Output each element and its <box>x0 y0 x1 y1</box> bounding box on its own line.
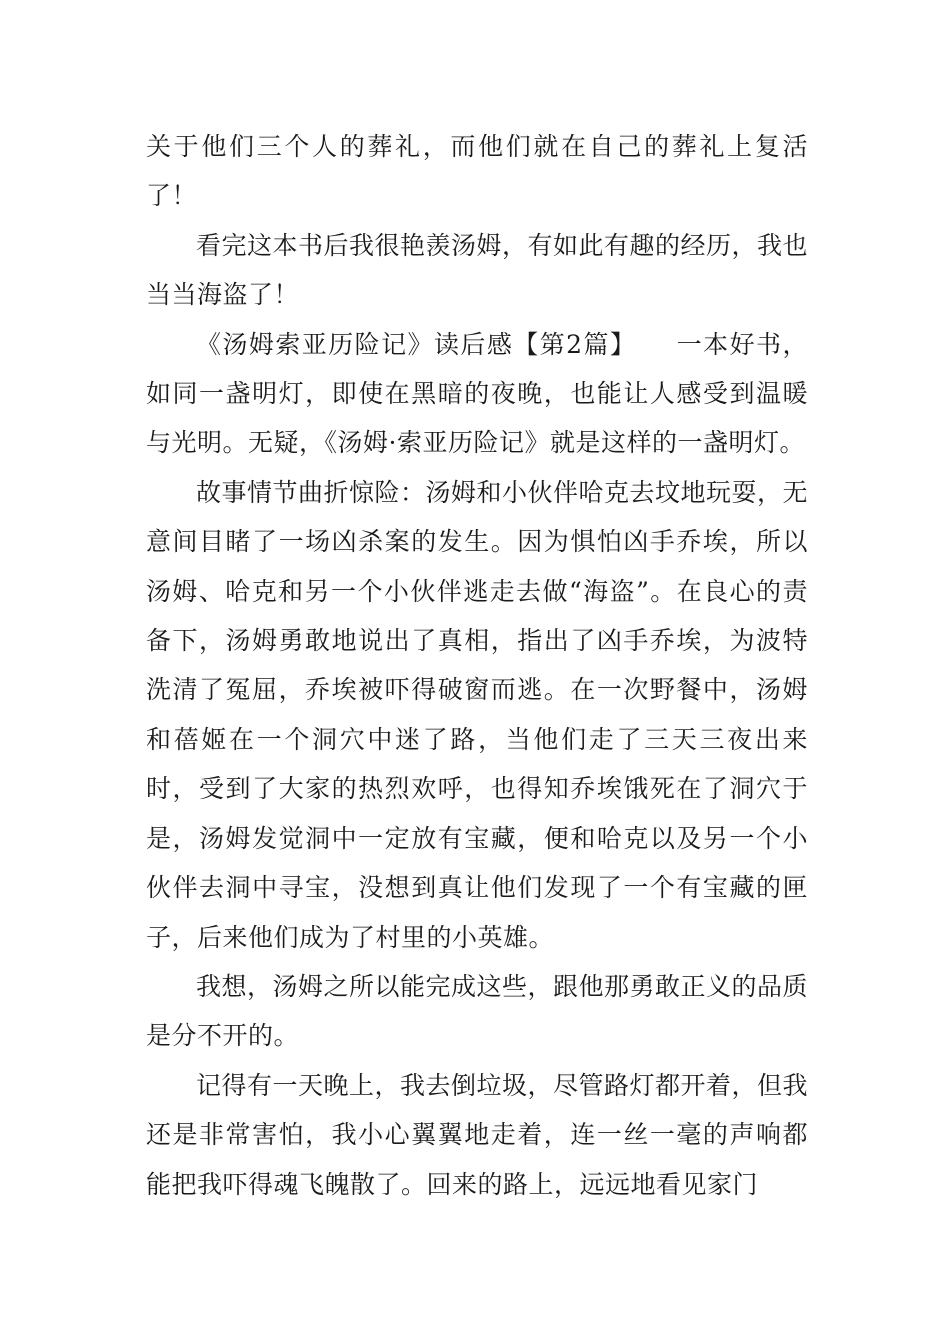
paragraph-2: 看完这本书后我很艳羡汤姆，有如此有趣的经历，我也当当海盗了！ <box>146 230 809 310</box>
paragraph-3: 《汤姆索亚历险记》读后感【第2篇】 一本好书，如同一盏明灯，即使在黑暗的夜晚，也能让人感受到温暖与光明。无疑，《汤姆·索亚历险记》就是这样的一盏明灯。 <box>146 329 808 458</box>
paragraph-1: 关于他们三个人的葬礼，而他们就在自己的葬礼上复活了！ <box>146 132 808 211</box>
paragraph-5: 我想，汤姆之所以能完成这些，跟他那勇敢正义的品质是分不开的。 <box>146 971 809 1051</box>
paragraph-4: 故事情节曲折惊险：汤姆和小伙伴哈克去坟地玩耍，无意间目睹了一场凶杀案的发生。因为惧怕凶手乔埃，所以汤姆、哈克和另一个小伙伴逃走去做“海盗”。在良心的责备下，汤姆勇敢地说出了真相，指出了凶手乔埃，为波特洗清了冤屈，乔埃被吓得破窗而逃。在一次野餐中，汤姆和蓓姬在一个洞穴中迷了路，当他们走了三天三夜出来时，受到了大家的热烈欢呼，也得知乔埃饿死在了洞穴于是，汤姆发觉洞中一定放有宝藏，便和哈克以及另一个小伙伴去洞中寻宝，没想到真让他们发现了一个有宝藏的匣子，后来他们成为了村里的小英雄。 <box>146 477 809 952</box>
document-page <box>146 122 808 1209</box>
paragraph-6: 记得有一天晚上，我去倒垃圾，尽管路灯都开着，但我还是非常害怕，我小心翼翼地走着，连一丝一毫的声响都能把我吓得魂飞魄散了。回来的路上，远远地看见家门 <box>146 1070 809 1199</box>
